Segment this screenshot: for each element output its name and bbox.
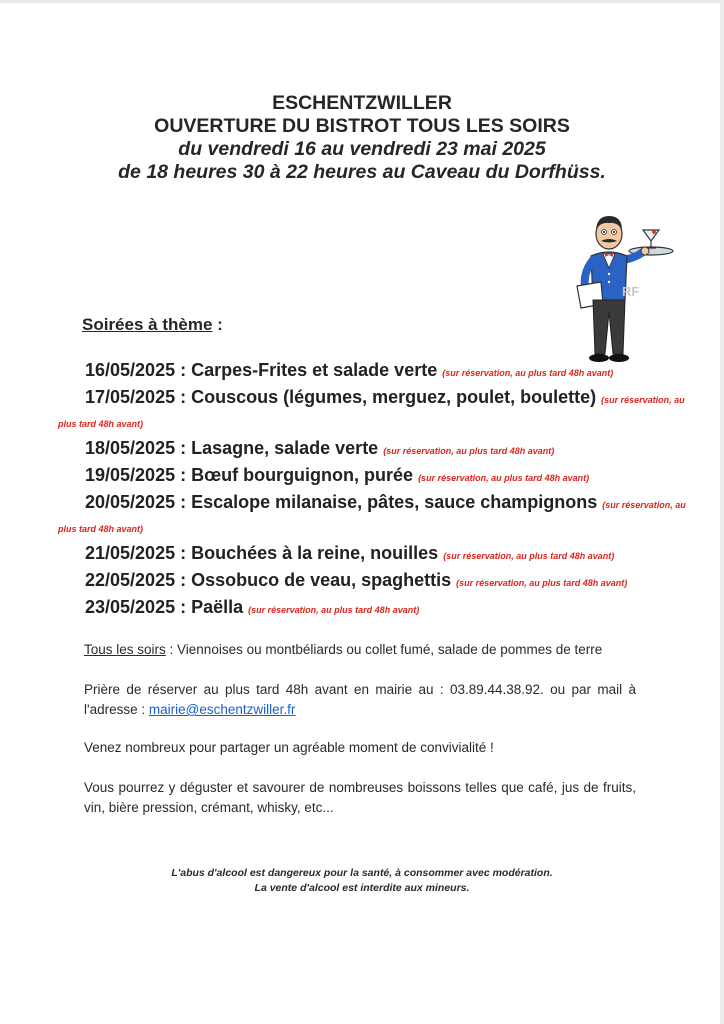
menu-item-dish: Lasagne, salade verte xyxy=(191,438,384,458)
theme-nights-list xyxy=(58,360,698,624)
alcohol-warning xyxy=(0,866,724,896)
menu-item-date: 23/05/2025 : xyxy=(85,597,192,617)
menu-item xyxy=(58,438,698,462)
menu-item xyxy=(58,597,698,621)
every-evening-line xyxy=(84,640,636,660)
menu-item-dish: Bouchées à la reine, nouilles xyxy=(191,543,444,563)
event-hours-location: de 18 heures 30 à 22 heures au Caveau du Dorfhüss. xyxy=(118,161,606,183)
menu-item-dish: Ossobuco de veau, spaghettis xyxy=(191,570,457,590)
menu-item xyxy=(58,492,698,540)
reservation-note: (sur réservation, au plus tard 48h avant) xyxy=(443,551,615,561)
scan-edge-top xyxy=(0,0,724,3)
menu-item-dish: Carpes-Frites et salade verte xyxy=(191,360,443,380)
alcohol-warning-line-1: L'abus d'alcool est dangereux pour la santé, à consommer avec modération. xyxy=(171,867,553,879)
event-title: OUVERTURE DU BISTROT TOUS LES SOIRS xyxy=(154,115,570,137)
reservation-note: (sur réservation, au plus tard 48h avant) xyxy=(58,500,686,534)
drinks-paragraph: Vous pourrez y déguster et savourer de nombreuses boissons telles que café, jus de fruits, vin, bière pression, crémant, whisky, etc... xyxy=(84,780,636,815)
email-link[interactable]: mairie@eschentzwiller.fr xyxy=(148,702,296,717)
reservation-note: (sur réservation, au plus tard 48h avant) xyxy=(58,395,685,429)
reservation-note: (sur réservation, au plus tard 48h avant) xyxy=(248,605,420,615)
reservation-note: (sur réservation, au plus tard 48h avant) xyxy=(456,578,628,588)
reservation-note: (sur réservation, au plus tard 48h avant) xyxy=(418,473,590,483)
menu-item-dish: Bœuf bourguignon, purée xyxy=(191,465,419,485)
every-evening-text: : Viennoises ou montbéliards ou collet fumé, salade de pommes de terre xyxy=(165,642,603,657)
menu-item-date: 18/05/2025 : xyxy=(85,438,192,458)
themes-heading xyxy=(82,315,223,335)
menu-item xyxy=(58,570,698,594)
reservation-note: (sur réservation, au plus tard 48h avant) xyxy=(383,446,555,456)
page-header xyxy=(0,92,724,184)
themes-heading-colon: : xyxy=(212,315,223,334)
invite-paragraph: Venez nombreux pour partager un agréable moment de convivialité ! xyxy=(84,740,494,755)
themes-heading-label: Soirées à thème xyxy=(82,315,213,334)
every-evening-label: Tous les soirs xyxy=(84,642,166,657)
menu-item xyxy=(58,360,698,384)
image-watermark: RF xyxy=(622,284,640,299)
menu-item-dish: Escalope milanaise, pâtes, sauce champignons xyxy=(191,492,603,512)
reservation-text: Prière de réserver au plus tard 48h avant en mairie au : 03.89.44.38.92. ou par mail à l'adresse : xyxy=(84,682,636,717)
menu-item xyxy=(58,543,698,567)
event-dates: du vendredi 16 au vendredi 23 mai 2025 xyxy=(178,138,546,160)
menu-item xyxy=(58,465,698,489)
menu-item-dish: Couscous (légumes, merguez, poulet, boulette) xyxy=(191,387,602,407)
menu-item-date: 21/05/2025 : xyxy=(85,543,192,563)
menu-item xyxy=(58,387,698,435)
menu-item-date: 22/05/2025 : xyxy=(85,570,192,590)
reservation-note: (sur réservation, au plus tard 48h avant) xyxy=(442,368,614,378)
waiter-with-tray-icon xyxy=(563,208,675,368)
alcohol-warning-line-2: La vente d'alcool est interdite aux mineurs. xyxy=(254,882,470,894)
menu-item-date: 17/05/2025 : xyxy=(85,387,192,407)
menu-item-dish: Paëlla xyxy=(191,597,249,617)
village-name: ESCHENTZWILLER xyxy=(272,92,452,114)
menu-item-date: 19/05/2025 : xyxy=(85,465,192,485)
menu-item-date: 16/05/2025 : xyxy=(85,360,192,380)
reservation-paragraph xyxy=(84,680,636,720)
menu-item-date: 20/05/2025 : xyxy=(85,492,192,512)
